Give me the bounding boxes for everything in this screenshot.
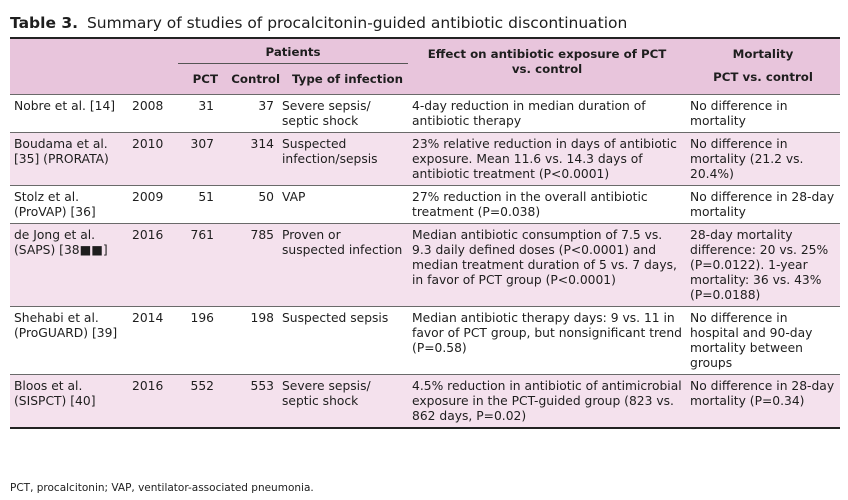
cell-mortality: No difference in mortality (21.2 vs. 20.4%) xyxy=(686,133,840,186)
cell-study: Boudama et al. [35] (PRORATA) xyxy=(10,133,128,186)
cell-control: 553 xyxy=(218,375,278,429)
table-number: Table 3. xyxy=(10,14,79,32)
header-patients-group xyxy=(178,39,408,95)
cell-pct: 51 xyxy=(198,190,214,204)
cell-study: Stolz et al. (ProVAP) [36] xyxy=(14,190,96,219)
header-effect-line2: vs. control xyxy=(511,62,583,76)
cell-type: VAP xyxy=(282,190,306,204)
cell-control: 785 xyxy=(218,224,278,307)
cell-effect: Median antibiotic therapy days: 9 vs. 11 in favor of PCT group, but nonsignificant trend (P=0.58) xyxy=(412,311,682,355)
cell-year: 2016 xyxy=(128,375,178,429)
table-row xyxy=(10,307,840,375)
cell-mortality: No difference in 28-day mortality xyxy=(690,190,835,219)
cell-year: 2010 xyxy=(128,133,178,186)
cell-study: Nobre et al. [14] xyxy=(14,99,116,113)
header-patients: Patients xyxy=(178,45,408,64)
header-control: Control xyxy=(231,72,280,86)
cell-mortality: 28-day mortality difference: 20 vs. 25% (P=0.0122). 1-year mortality: 36 vs. 43% (P=0.0188) xyxy=(686,224,840,307)
cell-study: de Jong et al. (SAPS) [38■■] xyxy=(10,224,128,307)
header-blank xyxy=(10,39,128,95)
cell-year: 2008 xyxy=(132,99,164,113)
cell-effect: 27% reduction in the overall antibiotic treatment (P=0.038) xyxy=(412,190,648,219)
cell-year: 2014 xyxy=(132,311,164,325)
header-type: Type of infection xyxy=(292,72,403,86)
table-footnote: PCT, procalcitonin; VAP, ventilator-associated pneumonia. xyxy=(10,482,314,494)
cell-type: Suspected infection/sepsis xyxy=(278,133,408,186)
cell-type: Proven or suspected infection xyxy=(278,224,408,307)
cell-effect: 4.5% reduction in antibiotic of antimicrobial exposure in the PCT-guided group (823 vs. 862 days, P=0.02) xyxy=(408,375,686,429)
table-title xyxy=(10,14,627,32)
cell-control: 314 xyxy=(218,133,278,186)
cell-control: 50 xyxy=(258,190,274,204)
cell-control: 198 xyxy=(250,311,274,325)
cell-study: Bloos et al. (SISPCT) [40] xyxy=(10,375,128,429)
header-mortality-line1: Mortality xyxy=(732,47,794,61)
cell-pct: 307 xyxy=(178,133,218,186)
cell-type: Severe sepsis/ septic shock xyxy=(278,375,408,429)
studies-table xyxy=(10,39,840,429)
table-body xyxy=(10,95,840,429)
cell-mortality: No difference in mortality xyxy=(690,99,788,128)
header-mortality-line2: PCT vs. control xyxy=(713,70,813,84)
table-caption: Summary of studies of procalcitonin-guided antibiotic discontinuation xyxy=(86,14,628,32)
table-row xyxy=(10,95,840,133)
table-row xyxy=(10,224,840,307)
cell-mortality: No difference in hospital and 90-day mortality between groups xyxy=(690,311,813,370)
cell-effect: 23% relative reduction in days of antibiotic exposure. Mean 11.6 vs. 14.3 days of antibiotic treatment (P<0.0001) xyxy=(408,133,686,186)
header-blank-year xyxy=(128,39,178,95)
cell-pct: 196 xyxy=(190,311,214,325)
cell-pct: 31 xyxy=(198,99,214,113)
table-row xyxy=(10,133,840,186)
cell-year: 2009 xyxy=(132,190,164,204)
header-effect xyxy=(408,39,686,95)
cell-effect: 4-day reduction in median duration of antibiotic therapy xyxy=(412,99,646,128)
cell-year: 2016 xyxy=(128,224,178,307)
header-patients-sub xyxy=(178,64,408,94)
table-row xyxy=(10,375,840,429)
cell-effect: Median antibiotic consumption of 7.5 vs. 9.3 daily defined doses (P<0.0001) and median treatment duration of 5 vs. 7 days, in favor of PCT group (P<0.0001) xyxy=(408,224,686,307)
cell-control: 37 xyxy=(258,99,274,113)
header-mortality xyxy=(686,39,840,95)
cell-mortality: No difference in 28-day mortality (P=0.34) xyxy=(686,375,840,429)
cell-type: Severe sepsis/ septic shock xyxy=(282,99,371,128)
cell-pct: 761 xyxy=(178,224,218,307)
table-header xyxy=(10,39,840,95)
cell-type: Suspected sepsis xyxy=(282,311,389,325)
table-row xyxy=(10,186,840,224)
header-pct: PCT xyxy=(192,72,218,86)
header-effect-line1: Effect on antibiotic exposure of PCT xyxy=(427,47,667,61)
cell-pct: 552 xyxy=(178,375,218,429)
cell-study: Shehabi et al. (ProGUARD) [39] xyxy=(14,311,118,340)
